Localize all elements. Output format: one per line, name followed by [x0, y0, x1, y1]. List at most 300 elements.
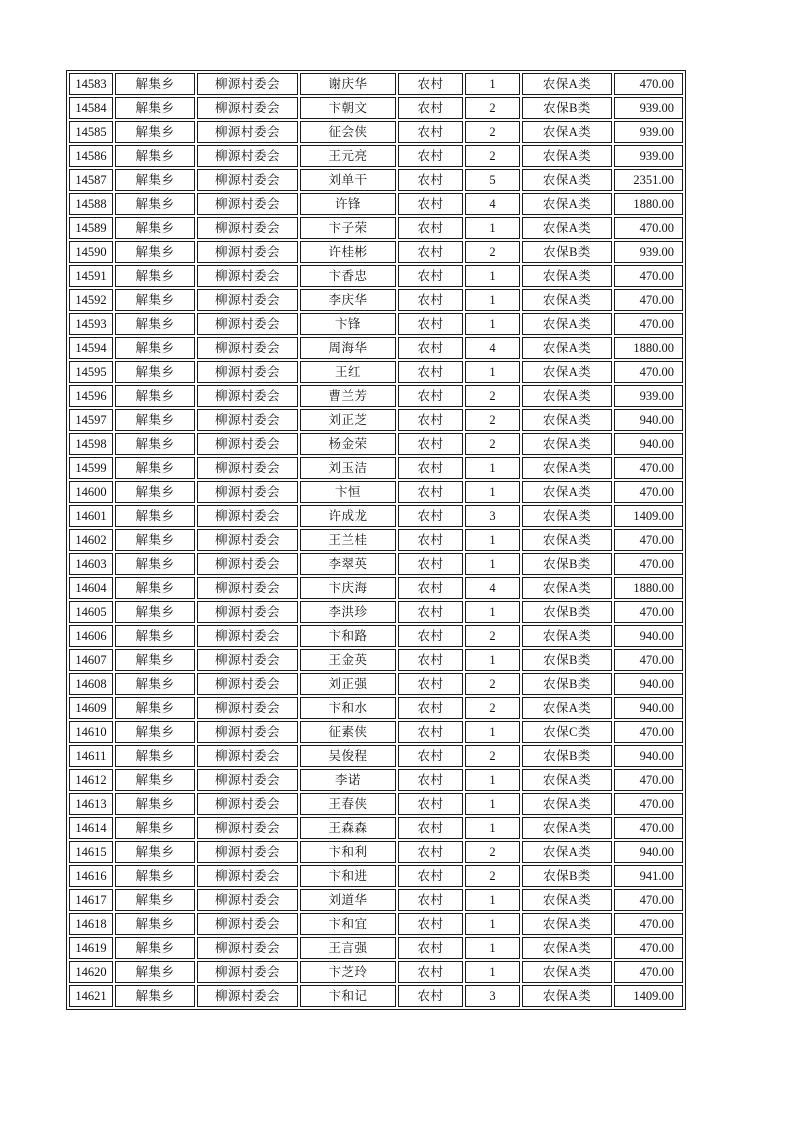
cell-record-id: 14616: [69, 865, 113, 887]
cell-insurance-category: 农保A类: [522, 697, 612, 719]
cell-village-committee: 柳源村委会: [197, 289, 298, 311]
cell-person-count: 1: [465, 913, 520, 935]
cell-insurance-category: 农保A类: [522, 145, 612, 167]
cell-person-count: 2: [465, 841, 520, 863]
table-row: [69, 817, 683, 839]
cell-record-id: 14583: [69, 73, 113, 95]
cell-amount: 470.00: [614, 649, 683, 671]
cell-residence-type: 农村: [398, 817, 463, 839]
cell-insurance-category: 农保A类: [522, 265, 612, 287]
cell-record-id: 14603: [69, 553, 113, 575]
cell-record-id: 14617: [69, 889, 113, 911]
cell-person-name: 刘正强: [300, 673, 396, 695]
cell-residence-type: 农村: [398, 289, 463, 311]
cell-insurance-category: 农保A类: [522, 937, 612, 959]
cell-insurance-category: 农保A类: [522, 625, 612, 647]
table-row: [69, 601, 683, 623]
cell-record-id: 14589: [69, 217, 113, 239]
cell-village-committee: 柳源村委会: [197, 481, 298, 503]
cell-person-count: 2: [465, 673, 520, 695]
cell-township: 解集乡: [115, 385, 195, 407]
cell-village-committee: 柳源村委会: [197, 649, 298, 671]
cell-amount: 470.00: [614, 937, 683, 959]
cell-township: 解集乡: [115, 193, 195, 215]
cell-village-committee: 柳源村委会: [197, 745, 298, 767]
table-row: [69, 721, 683, 743]
cell-amount: 940.00: [614, 841, 683, 863]
cell-record-id: 14593: [69, 313, 113, 335]
cell-record-id: 14604: [69, 577, 113, 599]
cell-person-count: 1: [465, 817, 520, 839]
cell-person-name: 刘正芝: [300, 409, 396, 431]
cell-village-committee: 柳源村委会: [197, 241, 298, 263]
table-row: [69, 625, 683, 647]
cell-person-count: 2: [465, 865, 520, 887]
cell-insurance-category: 农保B类: [522, 745, 612, 767]
cell-record-id: 14585: [69, 121, 113, 143]
cell-person-name: 李翠英: [300, 553, 396, 575]
cell-village-committee: 柳源村委会: [197, 385, 298, 407]
cell-person-count: 2: [465, 385, 520, 407]
cell-amount: 470.00: [614, 601, 683, 623]
cell-insurance-category: 农保B类: [522, 601, 612, 623]
cell-record-id: 14584: [69, 97, 113, 119]
cell-residence-type: 农村: [398, 385, 463, 407]
cell-amount: 940.00: [614, 433, 683, 455]
cell-person-name: 卞香忠: [300, 265, 396, 287]
cell-record-id: 14611: [69, 745, 113, 767]
cell-record-id: 14620: [69, 961, 113, 983]
cell-residence-type: 农村: [398, 169, 463, 191]
cell-person-name: 王元亮: [300, 145, 396, 167]
cell-person-name: 卞和记: [300, 985, 396, 1007]
cell-township: 解集乡: [115, 241, 195, 263]
cell-residence-type: 农村: [398, 433, 463, 455]
cell-record-id: 14586: [69, 145, 113, 167]
cell-insurance-category: 农保A类: [522, 889, 612, 911]
cell-village-committee: 柳源村委会: [197, 505, 298, 527]
cell-person-count: 2: [465, 145, 520, 167]
cell-residence-type: 农村: [398, 409, 463, 431]
table-row: [69, 865, 683, 887]
cell-insurance-category: 农保A类: [522, 817, 612, 839]
cell-residence-type: 农村: [398, 193, 463, 215]
cell-insurance-category: 农保A类: [522, 433, 612, 455]
cell-amount: 470.00: [614, 769, 683, 791]
cell-township: 解集乡: [115, 865, 195, 887]
cell-person-count: 1: [465, 361, 520, 383]
cell-township: 解集乡: [115, 841, 195, 863]
table-row: [69, 937, 683, 959]
cell-residence-type: 农村: [398, 457, 463, 479]
cell-record-id: 14612: [69, 769, 113, 791]
cell-amount: 470.00: [614, 913, 683, 935]
table-row: [69, 505, 683, 527]
cell-village-committee: 柳源村委会: [197, 625, 298, 647]
cell-township: 解集乡: [115, 649, 195, 671]
cell-residence-type: 农村: [398, 745, 463, 767]
cell-insurance-category: 农保A类: [522, 385, 612, 407]
cell-residence-type: 农村: [398, 121, 463, 143]
cell-village-committee: 柳源村委会: [197, 937, 298, 959]
cell-person-name: 卞和水: [300, 697, 396, 719]
cell-township: 解集乡: [115, 361, 195, 383]
cell-amount: 940.00: [614, 745, 683, 767]
cell-residence-type: 农村: [398, 697, 463, 719]
cell-person-name: 王兰桂: [300, 529, 396, 551]
cell-person-name: 卞恒: [300, 481, 396, 503]
cell-insurance-category: 农保A类: [522, 217, 612, 239]
table-row: [69, 97, 683, 119]
cell-residence-type: 农村: [398, 577, 463, 599]
cell-person-name: 王森森: [300, 817, 396, 839]
table-row: [69, 745, 683, 767]
cell-record-id: 14607: [69, 649, 113, 671]
cell-amount: 940.00: [614, 673, 683, 695]
cell-record-id: 14614: [69, 817, 113, 839]
cell-township: 解集乡: [115, 697, 195, 719]
cell-person-name: 李洪珍: [300, 601, 396, 623]
cell-amount: 470.00: [614, 553, 683, 575]
cell-residence-type: 农村: [398, 73, 463, 95]
cell-residence-type: 农村: [398, 793, 463, 815]
cell-person-count: 1: [465, 289, 520, 311]
cell-residence-type: 农村: [398, 529, 463, 551]
cell-amount: 941.00: [614, 865, 683, 887]
cell-village-committee: 柳源村委会: [197, 529, 298, 551]
cell-township: 解集乡: [115, 217, 195, 239]
cell-record-id: 14621: [69, 985, 113, 1007]
cell-amount: 939.00: [614, 121, 683, 143]
cell-residence-type: 农村: [398, 841, 463, 863]
cell-township: 解集乡: [115, 625, 195, 647]
table-row: [69, 793, 683, 815]
cell-insurance-category: 农保B类: [522, 865, 612, 887]
cell-insurance-category: 农保B类: [522, 241, 612, 263]
cell-person-name: 刘玉洁: [300, 457, 396, 479]
table-row: [69, 121, 683, 143]
table-row: [69, 577, 683, 599]
cell-residence-type: 农村: [398, 937, 463, 959]
cell-village-committee: 柳源村委会: [197, 193, 298, 215]
cell-residence-type: 农村: [398, 865, 463, 887]
table-row: [69, 673, 683, 695]
table-row: [69, 457, 683, 479]
cell-record-id: 14600: [69, 481, 113, 503]
cell-village-committee: 柳源村委会: [197, 697, 298, 719]
cell-insurance-category: 农保A类: [522, 193, 612, 215]
cell-person-count: 3: [465, 505, 520, 527]
cell-township: 解集乡: [115, 481, 195, 503]
cell-amount: 2351.00: [614, 169, 683, 191]
cell-record-id: 14610: [69, 721, 113, 743]
cell-person-name: 卞和路: [300, 625, 396, 647]
cell-residence-type: 农村: [398, 337, 463, 359]
cell-township: 解集乡: [115, 745, 195, 767]
cell-township: 解集乡: [115, 601, 195, 623]
benefit-roster-table: [66, 70, 686, 1010]
cell-amount: 939.00: [614, 241, 683, 263]
cell-record-id: 14588: [69, 193, 113, 215]
cell-person-name: 卞和进: [300, 865, 396, 887]
cell-person-name: 刘单干: [300, 169, 396, 191]
cell-amount: 939.00: [614, 385, 683, 407]
cell-person-name: 许桂彬: [300, 241, 396, 263]
cell-residence-type: 农村: [398, 481, 463, 503]
cell-record-id: 14618: [69, 913, 113, 935]
table-row: [69, 481, 683, 503]
cell-township: 解集乡: [115, 73, 195, 95]
cell-amount: 470.00: [614, 529, 683, 551]
cell-village-committee: 柳源村委会: [197, 793, 298, 815]
table-row: [69, 265, 683, 287]
cell-person-name: 卞朝文: [300, 97, 396, 119]
cell-residence-type: 农村: [398, 769, 463, 791]
cell-person-count: 1: [465, 529, 520, 551]
cell-person-name: 杨金荣: [300, 433, 396, 455]
cell-record-id: 14613: [69, 793, 113, 815]
table-row: [69, 145, 683, 167]
cell-village-committee: 柳源村委会: [197, 601, 298, 623]
cell-insurance-category: 农保C类: [522, 721, 612, 743]
cell-insurance-category: 农保A类: [522, 313, 612, 335]
cell-person-count: 2: [465, 121, 520, 143]
table-row: [69, 289, 683, 311]
table-row: [69, 889, 683, 911]
cell-person-count: 1: [465, 553, 520, 575]
cell-village-committee: 柳源村委会: [197, 145, 298, 167]
cell-amount: 470.00: [614, 481, 683, 503]
cell-person-name: 谢庆华: [300, 73, 396, 95]
cell-insurance-category: 农保A类: [522, 481, 612, 503]
cell-person-name: 许成龙: [300, 505, 396, 527]
cell-village-committee: 柳源村委会: [197, 361, 298, 383]
cell-village-committee: 柳源村委会: [197, 673, 298, 695]
cell-township: 解集乡: [115, 793, 195, 815]
cell-person-name: 王金英: [300, 649, 396, 671]
cell-amount: 470.00: [614, 289, 683, 311]
table-row: [69, 433, 683, 455]
cell-person-name: 卞锋: [300, 313, 396, 335]
cell-village-committee: 柳源村委会: [197, 841, 298, 863]
cell-amount: 470.00: [614, 265, 683, 287]
cell-village-committee: 柳源村委会: [197, 577, 298, 599]
cell-township: 解集乡: [115, 961, 195, 983]
cell-record-id: 14606: [69, 625, 113, 647]
cell-record-id: 14602: [69, 529, 113, 551]
cell-person-count: 2: [465, 745, 520, 767]
cell-village-committee: 柳源村委会: [197, 337, 298, 359]
cell-person-name: 王红: [300, 361, 396, 383]
cell-person-count: 1: [465, 889, 520, 911]
cell-insurance-category: 农保A类: [522, 769, 612, 791]
cell-township: 解集乡: [115, 985, 195, 1007]
cell-record-id: 14592: [69, 289, 113, 311]
cell-village-committee: 柳源村委会: [197, 865, 298, 887]
cell-person-name: 征会侠: [300, 121, 396, 143]
cell-person-count: 1: [465, 793, 520, 815]
cell-amount: 1880.00: [614, 337, 683, 359]
table-row: [69, 529, 683, 551]
cell-person-count: 1: [465, 265, 520, 287]
cell-village-committee: 柳源村委会: [197, 409, 298, 431]
cell-insurance-category: 农保A类: [522, 577, 612, 599]
cell-village-committee: 柳源村委会: [197, 313, 298, 335]
cell-residence-type: 农村: [398, 985, 463, 1007]
cell-record-id: 14608: [69, 673, 113, 695]
cell-person-count: 1: [465, 961, 520, 983]
cell-amount: 470.00: [614, 793, 683, 815]
cell-amount: 1880.00: [614, 193, 683, 215]
cell-insurance-category: 农保A类: [522, 409, 612, 431]
cell-person-count: 4: [465, 193, 520, 215]
cell-record-id: 14597: [69, 409, 113, 431]
cell-amount: 1880.00: [614, 577, 683, 599]
cell-record-id: 14596: [69, 385, 113, 407]
cell-village-committee: 柳源村委会: [197, 73, 298, 95]
cell-amount: 470.00: [614, 961, 683, 983]
cell-township: 解集乡: [115, 553, 195, 575]
cell-township: 解集乡: [115, 121, 195, 143]
cell-insurance-category: 农保A类: [522, 457, 612, 479]
cell-insurance-category: 农保B类: [522, 673, 612, 695]
cell-person-name: 王春侠: [300, 793, 396, 815]
cell-person-count: 1: [465, 769, 520, 791]
cell-amount: 470.00: [614, 361, 683, 383]
table-row: [69, 985, 683, 1007]
cell-township: 解集乡: [115, 577, 195, 599]
cell-township: 解集乡: [115, 505, 195, 527]
table-row: [69, 385, 683, 407]
cell-township: 解集乡: [115, 145, 195, 167]
cell-person-count: 1: [465, 601, 520, 623]
cell-record-id: 14590: [69, 241, 113, 263]
cell-person-name: 征素侠: [300, 721, 396, 743]
cell-township: 解集乡: [115, 313, 195, 335]
cell-person-count: 2: [465, 409, 520, 431]
cell-township: 解集乡: [115, 337, 195, 359]
cell-township: 解集乡: [115, 289, 195, 311]
cell-township: 解集乡: [115, 409, 195, 431]
cell-person-count: 1: [465, 313, 520, 335]
cell-village-committee: 柳源村委会: [197, 217, 298, 239]
cell-township: 解集乡: [115, 721, 195, 743]
cell-residence-type: 农村: [398, 625, 463, 647]
cell-village-committee: 柳源村委会: [197, 913, 298, 935]
cell-village-committee: 柳源村委会: [197, 553, 298, 575]
cell-amount: 470.00: [614, 457, 683, 479]
table-row: [69, 697, 683, 719]
cell-person-count: 1: [465, 937, 520, 959]
cell-amount: 470.00: [614, 721, 683, 743]
cell-person-count: 2: [465, 433, 520, 455]
cell-person-count: 4: [465, 577, 520, 599]
cell-residence-type: 农村: [398, 217, 463, 239]
cell-person-count: 2: [465, 97, 520, 119]
cell-person-count: 1: [465, 721, 520, 743]
table-row: [69, 241, 683, 263]
cell-person-name: 卞和宜: [300, 913, 396, 935]
table-row: [69, 313, 683, 335]
cell-record-id: 14609: [69, 697, 113, 719]
cell-residence-type: 农村: [398, 241, 463, 263]
table-row: [69, 409, 683, 431]
cell-insurance-category: 农保A类: [522, 793, 612, 815]
cell-record-id: 14601: [69, 505, 113, 527]
table-row: [69, 193, 683, 215]
cell-insurance-category: 农保A类: [522, 337, 612, 359]
cell-amount: 470.00: [614, 217, 683, 239]
table-row: [69, 337, 683, 359]
cell-township: 解集乡: [115, 913, 195, 935]
cell-village-committee: 柳源村委会: [197, 961, 298, 983]
cell-amount: 939.00: [614, 145, 683, 167]
cell-insurance-category: 农保A类: [522, 73, 612, 95]
cell-person-count: 4: [465, 337, 520, 359]
cell-insurance-category: 农保A类: [522, 169, 612, 191]
cell-amount: 470.00: [614, 889, 683, 911]
cell-person-count: 5: [465, 169, 520, 191]
table-row: [69, 913, 683, 935]
table-row: [69, 649, 683, 671]
table-row: [69, 169, 683, 191]
cell-insurance-category: 农保A类: [522, 913, 612, 935]
cell-residence-type: 农村: [398, 961, 463, 983]
cell-record-id: 14587: [69, 169, 113, 191]
cell-person-name: 卞庆海: [300, 577, 396, 599]
cell-insurance-category: 农保A类: [522, 361, 612, 383]
cell-amount: 939.00: [614, 97, 683, 119]
cell-insurance-category: 农保A类: [522, 961, 612, 983]
cell-amount: 940.00: [614, 409, 683, 431]
cell-person-count: 1: [465, 481, 520, 503]
cell-person-count: 3: [465, 985, 520, 1007]
cell-person-name: 卞芝玲: [300, 961, 396, 983]
cell-village-committee: 柳源村委会: [197, 721, 298, 743]
cell-insurance-category: 农保A类: [522, 529, 612, 551]
cell-residence-type: 农村: [398, 265, 463, 287]
cell-person-name: 卞和利: [300, 841, 396, 863]
cell-record-id: 14591: [69, 265, 113, 287]
table-row: [69, 841, 683, 863]
cell-record-id: 14615: [69, 841, 113, 863]
cell-person-name: 卞子荣: [300, 217, 396, 239]
table-row: [69, 361, 683, 383]
cell-person-count: 1: [465, 73, 520, 95]
cell-township: 解集乡: [115, 889, 195, 911]
cell-insurance-category: 农保B类: [522, 649, 612, 671]
cell-person-count: 2: [465, 241, 520, 263]
cell-village-committee: 柳源村委会: [197, 265, 298, 287]
cell-township: 解集乡: [115, 433, 195, 455]
cell-person-name: 李庆华: [300, 289, 396, 311]
table-row: [69, 769, 683, 791]
cell-village-committee: 柳源村委会: [197, 769, 298, 791]
cell-record-id: 14595: [69, 361, 113, 383]
cell-village-committee: 柳源村委会: [197, 457, 298, 479]
cell-insurance-category: 农保B类: [522, 553, 612, 575]
cell-amount: 940.00: [614, 697, 683, 719]
cell-person-name: 李诺: [300, 769, 396, 791]
cell-record-id: 14605: [69, 601, 113, 623]
cell-insurance-category: 农保B类: [522, 97, 612, 119]
cell-person-count: 2: [465, 625, 520, 647]
cell-township: 解集乡: [115, 529, 195, 551]
cell-township: 解集乡: [115, 265, 195, 287]
cell-person-name: 王言强: [300, 937, 396, 959]
cell-residence-type: 农村: [398, 97, 463, 119]
cell-person-name: 刘道华: [300, 889, 396, 911]
